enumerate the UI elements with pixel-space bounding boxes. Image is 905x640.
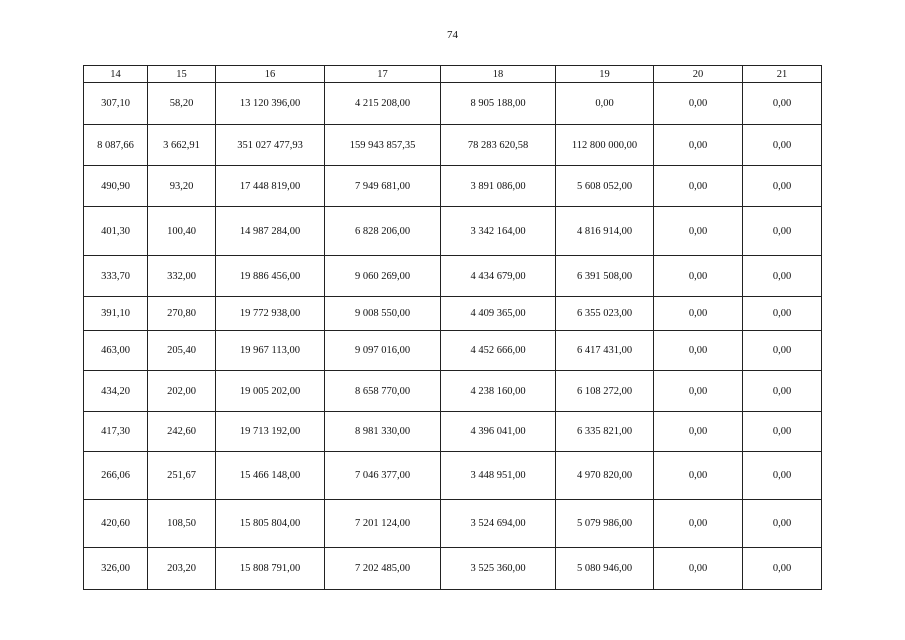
table-cell: 3 662,91 <box>148 125 216 166</box>
table-cell: 4 396 041,00 <box>441 412 556 452</box>
table-cell: 0,00 <box>654 412 743 452</box>
table-row <box>84 412 822 452</box>
table-cell: 333,70 <box>84 256 148 297</box>
table-cell: 351 027 477,93 <box>216 125 325 166</box>
table-cell: 8 658 770,00 <box>325 371 441 412</box>
table-cell: 19 772 938,00 <box>216 297 325 331</box>
table-cell: 0,00 <box>654 371 743 412</box>
table-cell: 6 828 206,00 <box>325 207 441 256</box>
table-row <box>84 207 822 256</box>
table-cell: 401,30 <box>84 207 148 256</box>
column-header: 17 <box>325 66 441 83</box>
table-cell: 0,00 <box>743 125 822 166</box>
table-cell: 0,00 <box>654 207 743 256</box>
table-cell: 7 202 485,00 <box>325 548 441 590</box>
table-cell: 391,10 <box>84 297 148 331</box>
table-cell: 0,00 <box>743 331 822 371</box>
column-header: 21 <box>743 66 822 83</box>
table-cell: 15 808 791,00 <box>216 548 325 590</box>
table-cell: 108,50 <box>148 500 216 548</box>
page-number: 74 <box>447 29 458 41</box>
table-row <box>84 83 822 125</box>
table-cell: 0,00 <box>556 83 654 125</box>
table-cell: 8 905 188,00 <box>441 83 556 125</box>
table-cell: 203,20 <box>148 548 216 590</box>
table-cell: 14 987 284,00 <box>216 207 325 256</box>
table-cell: 0,00 <box>743 166 822 207</box>
table-row <box>84 452 822 500</box>
table-cell: 13 120 396,00 <box>216 83 325 125</box>
table-row <box>84 500 822 548</box>
table-cell: 417,30 <box>84 412 148 452</box>
table-cell: 0,00 <box>654 125 743 166</box>
header-row <box>84 66 822 83</box>
table-cell: 3 448 951,00 <box>441 452 556 500</box>
table-cell: 3 342 164,00 <box>441 207 556 256</box>
table-cell: 58,20 <box>148 83 216 125</box>
table-cell: 9 097 016,00 <box>325 331 441 371</box>
table-cell: 19 967 113,00 <box>216 331 325 371</box>
table-cell: 19 886 456,00 <box>216 256 325 297</box>
table-row <box>84 125 822 166</box>
table-cell: 15 805 804,00 <box>216 500 325 548</box>
table-cell: 0,00 <box>654 331 743 371</box>
table-cell: 4 409 365,00 <box>441 297 556 331</box>
table-cell: 100,40 <box>148 207 216 256</box>
table-cell: 8 981 330,00 <box>325 412 441 452</box>
table-cell: 0,00 <box>654 256 743 297</box>
table-cell: 6 335 821,00 <box>556 412 654 452</box>
table-cell: 159 943 857,35 <box>325 125 441 166</box>
table-cell: 0,00 <box>743 412 822 452</box>
table-cell: 0,00 <box>743 256 822 297</box>
table-cell: 7 201 124,00 <box>325 500 441 548</box>
table-cell: 7 046 377,00 <box>325 452 441 500</box>
table-cell: 6 108 272,00 <box>556 371 654 412</box>
table-cell: 6 417 431,00 <box>556 331 654 371</box>
table-cell: 19 005 202,00 <box>216 371 325 412</box>
column-header: 14 <box>84 66 148 83</box>
table-cell: 78 283 620,58 <box>441 125 556 166</box>
table-cell: 307,10 <box>84 83 148 125</box>
table-cell: 266,06 <box>84 452 148 500</box>
table-cell: 6 391 508,00 <box>556 256 654 297</box>
table-row <box>84 297 822 331</box>
table-row <box>84 371 822 412</box>
table-cell: 420,60 <box>84 500 148 548</box>
table-header <box>84 66 822 83</box>
column-header: 16 <box>216 66 325 83</box>
column-header: 15 <box>148 66 216 83</box>
table-cell: 242,60 <box>148 412 216 452</box>
table-cell: 19 713 192,00 <box>216 412 325 452</box>
table-cell: 3 525 360,00 <box>441 548 556 590</box>
column-header: 19 <box>556 66 654 83</box>
table-cell: 490,90 <box>84 166 148 207</box>
table-cell: 15 466 148,00 <box>216 452 325 500</box>
table-cell: 463,00 <box>84 331 148 371</box>
table-cell: 5 080 946,00 <box>556 548 654 590</box>
table-cell: 0,00 <box>743 371 822 412</box>
table-row <box>84 548 822 590</box>
table-row <box>84 331 822 371</box>
table-cell: 4 452 666,00 <box>441 331 556 371</box>
table-cell: 3 891 086,00 <box>441 166 556 207</box>
table-cell: 0,00 <box>654 548 743 590</box>
table-cell: 6 355 023,00 <box>556 297 654 331</box>
table-cell: 17 448 819,00 <box>216 166 325 207</box>
table-cell: 5 079 986,00 <box>556 500 654 548</box>
column-header: 18 <box>441 66 556 83</box>
table-cell: 0,00 <box>743 83 822 125</box>
table-row <box>84 166 822 207</box>
table-cell: 0,00 <box>743 548 822 590</box>
table-cell: 434,20 <box>84 371 148 412</box>
table-cell: 4 238 160,00 <box>441 371 556 412</box>
table-row <box>84 256 822 297</box>
table-cell: 112 800 000,00 <box>556 125 654 166</box>
table-cell: 4 434 679,00 <box>441 256 556 297</box>
table-cell: 93,20 <box>148 166 216 207</box>
table-cell: 9 008 550,00 <box>325 297 441 331</box>
table-cell: 0,00 <box>743 207 822 256</box>
table-cell: 326,00 <box>84 548 148 590</box>
table-cell: 0,00 <box>743 452 822 500</box>
table-cell: 0,00 <box>654 297 743 331</box>
table-cell: 251,67 <box>148 452 216 500</box>
table-cell: 270,80 <box>148 297 216 331</box>
table-cell: 0,00 <box>743 297 822 331</box>
table-cell: 4 816 914,00 <box>556 207 654 256</box>
table-cell: 0,00 <box>743 500 822 548</box>
column-header: 20 <box>654 66 743 83</box>
table-cell: 4 970 820,00 <box>556 452 654 500</box>
table-cell: 0,00 <box>654 500 743 548</box>
table-cell: 202,00 <box>148 371 216 412</box>
table-cell: 5 608 052,00 <box>556 166 654 207</box>
data-table <box>83 65 822 590</box>
table-cell: 4 215 208,00 <box>325 83 441 125</box>
table-cell: 0,00 <box>654 83 743 125</box>
table-cell: 7 949 681,00 <box>325 166 441 207</box>
table-cell: 0,00 <box>654 452 743 500</box>
table-cell: 205,40 <box>148 331 216 371</box>
table-body <box>84 83 822 590</box>
table-cell: 9 060 269,00 <box>325 256 441 297</box>
table-cell: 8 087,66 <box>84 125 148 166</box>
table-cell: 0,00 <box>654 166 743 207</box>
table-cell: 332,00 <box>148 256 216 297</box>
table-cell: 3 524 694,00 <box>441 500 556 548</box>
